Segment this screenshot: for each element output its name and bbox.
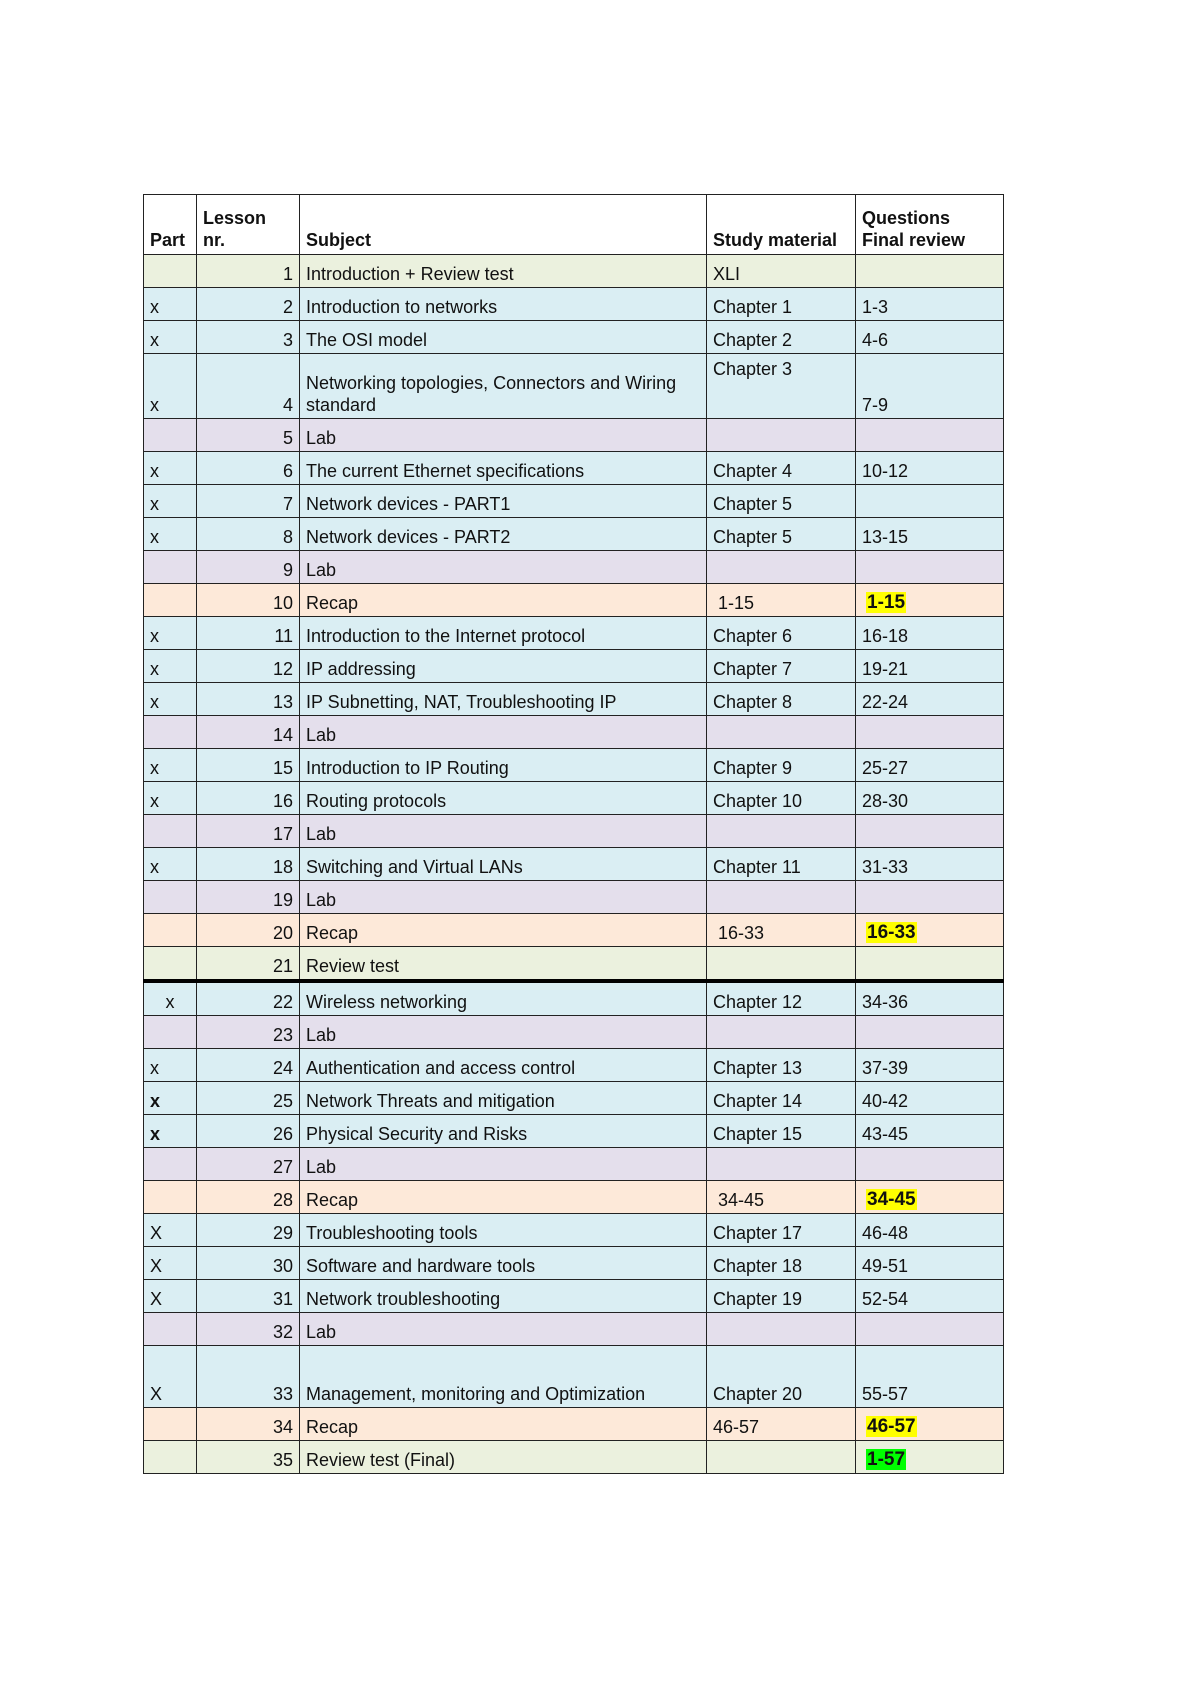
study-material-cell [707, 485, 856, 518]
study-material-text: Chapter 6 [713, 626, 793, 646]
subject-cell: Recap [300, 1181, 707, 1214]
study-material-cell [707, 1214, 856, 1247]
question-range: 52-54 [862, 1289, 909, 1309]
part-cell [144, 1313, 197, 1346]
question-range: 22-24 [862, 692, 909, 712]
lesson-number-cell: 1 [197, 255, 300, 288]
questions-cell [856, 815, 1004, 848]
part-cell: x [144, 981, 197, 1016]
part-cell [144, 914, 197, 947]
lesson-number-cell: 15 [197, 749, 300, 782]
questions-cell [856, 288, 1004, 321]
questions-cell [856, 749, 1004, 782]
lesson-number-cell: 10 [197, 584, 300, 617]
question-range: 31-33 [862, 857, 909, 877]
lesson-number-cell: 34 [197, 1408, 300, 1441]
study-material-cell [707, 749, 856, 782]
subject-cell: Review test [300, 947, 707, 982]
subject-cell: Recap [300, 584, 707, 617]
table-row [144, 749, 1004, 782]
study-material-text: Chapter 20 [713, 1384, 803, 1404]
question-range: 43-45 [862, 1124, 909, 1144]
part-cell: x [144, 485, 197, 518]
subject-cell: Recap [300, 914, 707, 947]
table-row [144, 1016, 1004, 1049]
part-cell [144, 1181, 197, 1214]
study-material-cell [707, 518, 856, 551]
table-row [144, 485, 1004, 518]
table-row [144, 1346, 1004, 1408]
study-material-text: Chapter 11 [713, 857, 801, 877]
table-row [144, 650, 1004, 683]
questions-cell [856, 1214, 1004, 1247]
table-row [144, 1082, 1004, 1115]
part-cell: X [144, 1247, 197, 1280]
part-cell: x [144, 749, 197, 782]
highlighted-range: 1-57 [867, 1449, 906, 1470]
study-material-text: 1-15 [718, 593, 755, 613]
part-cell: x [144, 1115, 197, 1148]
study-material-cell [707, 716, 856, 749]
subject-cell: Lab [300, 716, 707, 749]
part-cell: x [144, 321, 197, 354]
study-material-cell [707, 584, 856, 617]
study-material-text: 16-33 [718, 923, 765, 943]
questions-cell [856, 650, 1004, 683]
lesson-number-cell: 9 [197, 551, 300, 584]
table-row [144, 1280, 1004, 1313]
subject-cell: Routing protocols [300, 782, 707, 815]
part-cell: x [144, 1082, 197, 1115]
lesson-number-cell: 26 [197, 1115, 300, 1148]
subject-cell: Introduction + Review test [300, 255, 707, 288]
part-cell: x [144, 683, 197, 716]
study-material-cell [707, 1049, 856, 1082]
table-row [144, 1313, 1004, 1346]
study-material-cell [707, 981, 856, 1016]
lesson-number-cell: 20 [197, 914, 300, 947]
subject-cell: Wireless networking [300, 981, 707, 1016]
part-cell: x [144, 1049, 197, 1082]
table-row [144, 584, 1004, 617]
subject-cell: Lab [300, 551, 707, 584]
subject-cell: Introduction to the Internet protocol [300, 617, 707, 650]
study-material-cell [707, 683, 856, 716]
questions-cell [856, 914, 1004, 947]
question-range: 49-51 [862, 1256, 909, 1276]
subject-cell: Lab [300, 881, 707, 914]
highlighted-range: 46-57 [867, 1416, 916, 1437]
lesson-number-cell: 19 [197, 881, 300, 914]
study-material-text: Chapter 9 [713, 758, 793, 778]
study-material-cell [707, 1280, 856, 1313]
subject-cell: Switching and Virtual LANs [300, 848, 707, 881]
table-row [144, 255, 1004, 288]
study-material-cell [707, 1016, 856, 1049]
table-row [144, 288, 1004, 321]
part-cell: x [144, 288, 197, 321]
table-row [144, 617, 1004, 650]
subject-cell: Management, monitoring and Optimization [300, 1346, 707, 1408]
subject-cell: IP addressing [300, 650, 707, 683]
subject-cell: Lab [300, 1016, 707, 1049]
part-cell [144, 881, 197, 914]
part-cell [144, 255, 197, 288]
questions-cell [856, 1313, 1004, 1346]
table-row [144, 1115, 1004, 1148]
questions-cell [856, 716, 1004, 749]
study-material-text: XLI [713, 264, 741, 284]
table-row [144, 815, 1004, 848]
table-row [144, 914, 1004, 947]
lesson-number-cell: 22 [197, 981, 300, 1016]
part-cell [144, 551, 197, 584]
questions-cell [856, 1181, 1004, 1214]
part-cell: x [144, 650, 197, 683]
study-material-cell [707, 1441, 856, 1474]
question-range: 46-48 [862, 1223, 909, 1243]
subject-cell: Physical Security and Risks [300, 1115, 707, 1148]
study-material-cell [707, 617, 856, 650]
subject-cell: Authentication and access control [300, 1049, 707, 1082]
study-material-text: Chapter 7 [713, 659, 793, 679]
part-cell: x [144, 354, 197, 419]
lesson-number-cell: 4 [197, 354, 300, 419]
study-material-text: Chapter 2 [713, 330, 793, 350]
lesson-number-cell: 13 [197, 683, 300, 716]
question-range: 34-36 [862, 992, 909, 1012]
table-row [144, 1214, 1004, 1247]
questions-cell [856, 947, 1004, 982]
subject-cell: The current Ethernet specifications [300, 452, 707, 485]
lesson-number-cell: 7 [197, 485, 300, 518]
questions-cell [856, 617, 1004, 650]
study-material-cell [707, 1082, 856, 1115]
question-range: 7-9 [862, 395, 889, 415]
study-material-text: Chapter 5 [713, 494, 793, 514]
lesson-number-cell: 17 [197, 815, 300, 848]
questions-cell [856, 981, 1004, 1016]
study-material-cell [707, 650, 856, 683]
study-material-text: Chapter 3 [713, 359, 793, 379]
lesson-number-cell: 24 [197, 1049, 300, 1082]
part-cell: x [144, 518, 197, 551]
questions-cell [856, 255, 1004, 288]
subject-cell: Lab [300, 1148, 707, 1181]
study-material-cell [707, 782, 856, 815]
subject-cell: Software and hardware tools [300, 1247, 707, 1280]
table-row [144, 716, 1004, 749]
subject-cell: Introduction to networks [300, 288, 707, 321]
questions-cell [856, 1346, 1004, 1408]
subject-cell: IP Subnetting, NAT, Troubleshooting IP [300, 683, 707, 716]
study-material-text: Chapter 15 [713, 1124, 803, 1144]
lesson-number-cell: 35 [197, 1441, 300, 1474]
study-material-cell [707, 354, 856, 419]
study-material-cell [707, 947, 856, 982]
questions-cell [856, 848, 1004, 881]
part-cell: X [144, 1346, 197, 1408]
question-range: 37-39 [862, 1058, 909, 1078]
subject-cell: Recap [300, 1408, 707, 1441]
study-material-text: Chapter 18 [713, 1256, 803, 1276]
questions-cell [856, 551, 1004, 584]
part-cell: x [144, 452, 197, 485]
highlighted-range: 34-45 [867, 1189, 916, 1210]
study-material-cell [707, 1115, 856, 1148]
lesson-number-cell: 25 [197, 1082, 300, 1115]
lesson-number-cell: 18 [197, 848, 300, 881]
part-cell: x [144, 848, 197, 881]
questions-cell [856, 1115, 1004, 1148]
subject-cell: Review test (Final) [300, 1441, 707, 1474]
study-material-cell [707, 452, 856, 485]
questions-cell [856, 485, 1004, 518]
questions-cell [856, 1016, 1004, 1049]
subject-cell: Lab [300, 419, 707, 452]
study-material-cell [707, 551, 856, 584]
table-row [144, 1247, 1004, 1280]
subject-cell: Introduction to IP Routing [300, 749, 707, 782]
study-material-cell [707, 1148, 856, 1181]
table-row [144, 1441, 1004, 1474]
questions-cell [856, 782, 1004, 815]
lesson-number-cell: 28 [197, 1181, 300, 1214]
table-row [144, 981, 1004, 1016]
questions-cell [856, 452, 1004, 485]
question-range: 28-30 [862, 791, 909, 811]
lesson-number-cell: 6 [197, 452, 300, 485]
questions-cell [856, 1280, 1004, 1313]
table-row [144, 419, 1004, 452]
lesson-number-cell: 11 [197, 617, 300, 650]
part-cell [144, 584, 197, 617]
questions-cell [856, 1049, 1004, 1082]
table-row [144, 551, 1004, 584]
study-material-cell [707, 255, 856, 288]
questions-cell [856, 1441, 1004, 1474]
question-range: 4-6 [862, 330, 889, 350]
study-material-text: Chapter 14 [713, 1091, 803, 1111]
lesson-number-cell: 3 [197, 321, 300, 354]
question-range: 40-42 [862, 1091, 909, 1111]
table-row [144, 881, 1004, 914]
question-range: 16-18 [862, 626, 909, 646]
part-cell [144, 1016, 197, 1049]
table-row [144, 354, 1004, 419]
study-material-text: 34-45 [718, 1190, 765, 1210]
lesson-number-cell: 16 [197, 782, 300, 815]
study-material-text: Chapter 5 [713, 527, 793, 547]
study-material-cell [707, 1247, 856, 1280]
questions-cell [856, 1408, 1004, 1441]
subject-cell: Lab [300, 1313, 707, 1346]
study-material-text: Chapter 17 [713, 1223, 803, 1243]
study-material-cell [707, 848, 856, 881]
study-material-text: Chapter 1 [713, 297, 793, 317]
highlighted-range: 1-15 [867, 592, 906, 613]
subject-cell: Network devices - PART1 [300, 485, 707, 518]
part-cell [144, 1441, 197, 1474]
highlighted-range: 16-33 [867, 922, 916, 943]
part-cell [144, 1148, 197, 1181]
question-range: 55-57 [862, 1384, 909, 1404]
study-material-text: Chapter 8 [713, 692, 793, 712]
study-material-cell [707, 1408, 856, 1441]
questions-cell [856, 1148, 1004, 1181]
table-row [144, 321, 1004, 354]
study-material-cell [707, 815, 856, 848]
part-cell: x [144, 782, 197, 815]
study-material-cell [707, 1346, 856, 1408]
subject-cell: The OSI model [300, 321, 707, 354]
questions-cell [856, 584, 1004, 617]
study-material-cell [707, 321, 856, 354]
study-material-cell [707, 419, 856, 452]
lesson-number-cell: 29 [197, 1214, 300, 1247]
questions-cell [856, 1082, 1004, 1115]
lesson-number-cell: 23 [197, 1016, 300, 1049]
study-material-cell [707, 914, 856, 947]
lesson-number-cell: 8 [197, 518, 300, 551]
question-range: 1-3 [862, 297, 889, 317]
subject-cell: Network devices - PART2 [300, 518, 707, 551]
study-material-cell [707, 288, 856, 321]
lesson-number-cell: 12 [197, 650, 300, 683]
study-material-text: Chapter 19 [713, 1289, 803, 1309]
lesson-schedule-table [143, 194, 1004, 1474]
questions-cell [856, 881, 1004, 914]
table-row [144, 1181, 1004, 1214]
part-cell [144, 947, 197, 982]
header-study-material: Study material [707, 195, 856, 255]
questions-cell [856, 683, 1004, 716]
table-row [144, 848, 1004, 881]
subject-cell: Network troubleshooting [300, 1280, 707, 1313]
questions-cell [856, 1247, 1004, 1280]
subject-cell: Troubleshooting tools [300, 1214, 707, 1247]
lesson-number-cell: 14 [197, 716, 300, 749]
part-cell: x [144, 617, 197, 650]
subject-cell: Lab [300, 815, 707, 848]
questions-cell [856, 354, 1004, 419]
subject-cell: Network Threats and mitigation [300, 1082, 707, 1115]
table-row [144, 683, 1004, 716]
questions-cell [856, 518, 1004, 551]
table-header-row [144, 195, 1004, 255]
table-body [144, 255, 1004, 1474]
header-lesson: Lesson nr. [197, 195, 300, 255]
study-material-text: Chapter 10 [713, 791, 803, 811]
lesson-number-cell: 31 [197, 1280, 300, 1313]
study-material-cell [707, 881, 856, 914]
table-row [144, 1408, 1004, 1441]
part-cell [144, 716, 197, 749]
table-row [144, 947, 1004, 982]
study-material-text: 46-57 [713, 1417, 760, 1437]
part-cell [144, 815, 197, 848]
table-row [144, 1049, 1004, 1082]
table-row [144, 452, 1004, 485]
header-subject: Subject [300, 195, 707, 255]
study-material-text: Chapter 13 [713, 1058, 803, 1078]
part-cell: X [144, 1214, 197, 1247]
question-range: 19-21 [862, 659, 909, 679]
table-row [144, 518, 1004, 551]
lesson-number-cell: 21 [197, 947, 300, 982]
question-range: 13-15 [862, 527, 909, 547]
header-questions-final-review: Questions Final review [856, 195, 1004, 255]
lesson-number-cell: 30 [197, 1247, 300, 1280]
part-cell [144, 419, 197, 452]
study-material-cell [707, 1313, 856, 1346]
question-range: 25-27 [862, 758, 909, 778]
lesson-number-cell: 2 [197, 288, 300, 321]
table-row [144, 1148, 1004, 1181]
subject-cell: Networking topologies, Connectors and Wiring standard [300, 354, 707, 419]
study-material-text: Chapter 4 [713, 461, 793, 481]
questions-cell [856, 321, 1004, 354]
header-part: Part [144, 195, 197, 255]
lesson-number-cell: 5 [197, 419, 300, 452]
lesson-number-cell: 32 [197, 1313, 300, 1346]
lesson-number-cell: 27 [197, 1148, 300, 1181]
questions-cell [856, 419, 1004, 452]
study-material-text: Chapter 12 [713, 992, 803, 1012]
study-material-cell [707, 1181, 856, 1214]
part-cell [144, 1408, 197, 1441]
question-range: 10-12 [862, 461, 909, 481]
lesson-number-cell: 33 [197, 1346, 300, 1408]
part-cell: X [144, 1280, 197, 1313]
table-row [144, 782, 1004, 815]
